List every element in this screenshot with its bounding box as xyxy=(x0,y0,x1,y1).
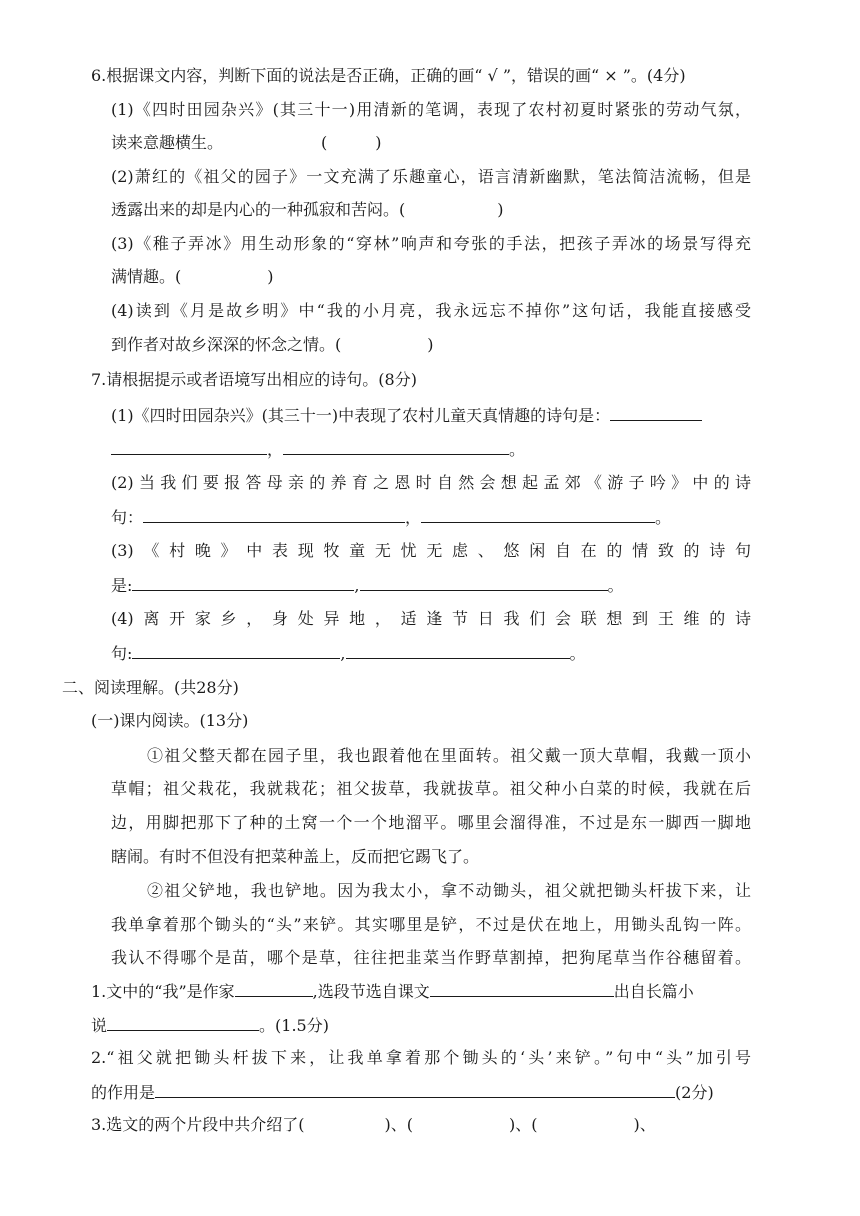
q7-item2-line1: (2)当我们要报答母亲的养育之恩时自然会想起孟郊《游子吟》中的诗 xyxy=(111,473,751,492)
answer-line[interactable] xyxy=(235,979,313,997)
passage-p2-line1: ②祖父铲地，我也铲地。因为我太小，拿不动锄头，祖父就把锄头杆拔下来，让 xyxy=(147,881,751,900)
answer-line[interactable] xyxy=(346,641,570,659)
answer-line[interactable] xyxy=(132,573,354,591)
q6-item3-line2: 满情趣。( ) xyxy=(111,267,274,286)
passage-p1-line2: 草帽；祖父栽花，我就栽花；祖父拔草，我就拔草。祖父种小白菜的时候，我就在后 xyxy=(111,779,751,798)
q7-item3-line1: (3)《村晚》中表现牧童无忧无虑、悠闲自在的情致的诗句 xyxy=(111,541,751,560)
subsection-heading: (一)课内阅读。(13分) xyxy=(91,711,249,730)
q6-item3-line1: (3)《稚子弄冰》用生动形象的“穿林”响声和夸张的手法，把孩子弄冰的场景写得充 xyxy=(111,234,751,253)
passage-p2-line2: 我单拿着那个锄头的“头”来铲。其实哪里是铲，不过是伏在地上，用锄头乱钩一阵。 xyxy=(111,915,751,934)
q6-item4-line1: (4)读到《月是故乡明》中“我的小月亮，我永远忘不掉你”这句话，我能直接感受 xyxy=(111,301,751,320)
answer-line[interactable] xyxy=(111,437,267,455)
answer-line[interactable] xyxy=(107,1013,259,1031)
passage-p1-line4: 瞎闹。有时不但没有把菜种盖上，反而把它踢飞了。 xyxy=(111,847,480,866)
rq1-line2: 说 。(1.5分) xyxy=(91,1013,329,1038)
q6-item1-text: 读来意趣横生。 xyxy=(111,133,224,152)
answer-line[interactable] xyxy=(610,403,702,421)
q6-item2-line2: 透露出来的却是内心的一种孤寂和苦闷。( ) xyxy=(111,200,504,219)
passage-p1-line3: 边，用脚把那下了种的土窝一个一个地溜平。哪里会溜得准，不过是东一脚西一脚地 xyxy=(111,813,751,832)
passage-p2-line3: 我认不得哪个是苗，哪个是草，往往把韭菜当作野草割掉，把狗尾草当作谷穗留着。 xyxy=(111,948,751,967)
answer-line[interactable] xyxy=(143,505,405,523)
answer-line[interactable] xyxy=(430,979,614,997)
q7-item1-line2: ， 。 xyxy=(111,437,525,462)
q6-item1-line1: (1)《四时田园杂兴》(其三十一)用清新的笔调，表现了农村初夏时紧张的劳动气氛， xyxy=(111,100,751,119)
answer-line[interactable] xyxy=(421,505,655,523)
answer-line[interactable] xyxy=(132,641,340,659)
rq1-line1: 1.文中的“我”是作家 ,选段节选自课文 出自长篇小 xyxy=(91,979,694,1004)
section-heading: 二、阅读理解。(共28分) xyxy=(62,678,239,697)
q7-item3-line2: 是: , 。 xyxy=(111,573,624,598)
q7-item4-line1: (4)离开家乡，身处异地，适逢节日我们会联想到王维的诗 xyxy=(111,609,751,628)
rq3-line1: 3.选文的两个片段中共介绍了( )、( )、( )、 xyxy=(91,1115,656,1134)
q6-item2-line1: (2)萧红的《祖父的园子》一文充满了乐趣童心，语言清新幽默，笔法简洁流畅，但是 xyxy=(111,167,751,186)
passage-p1-line1: ①祖父整天都在园子里，我也跟着他在里面转。祖父戴一顶大草帽，我戴一顶小 xyxy=(147,746,751,765)
rq2-line1: 2.“祖父就把锄头杆拔下来，让我单拿着那个锄头的‘头’来铲。”句中“头”加引号 xyxy=(91,1048,751,1067)
q7-item1-line1: (1)《四时田园杂兴》(其三十一)中表现了农村儿童天真情趣的诗句是： xyxy=(111,403,702,428)
q7-item2-line2: 句： ， 。 xyxy=(111,505,671,530)
answer-line[interactable] xyxy=(360,573,608,591)
answer-line[interactable] xyxy=(155,1080,675,1098)
answer-line[interactable] xyxy=(283,437,509,455)
rq2-line2: 的作用是 (2分) xyxy=(91,1080,714,1105)
q6-item1-line2: 读来意趣横生。 ( ) xyxy=(111,133,382,152)
q6-item4-line2: 到作者对故乡深深的怀念之情。( ) xyxy=(111,335,434,354)
q6-stem: 6.根据课文内容，判断下面的说法是否正确，正确的画“ √ ”，错误的画“ × ”。(4分) xyxy=(91,66,686,85)
q7-stem: 7.请根据提示或者语境写出相应的诗句。(8分) xyxy=(91,370,417,389)
q7-item4-line2: 句: , 。 xyxy=(111,641,586,666)
